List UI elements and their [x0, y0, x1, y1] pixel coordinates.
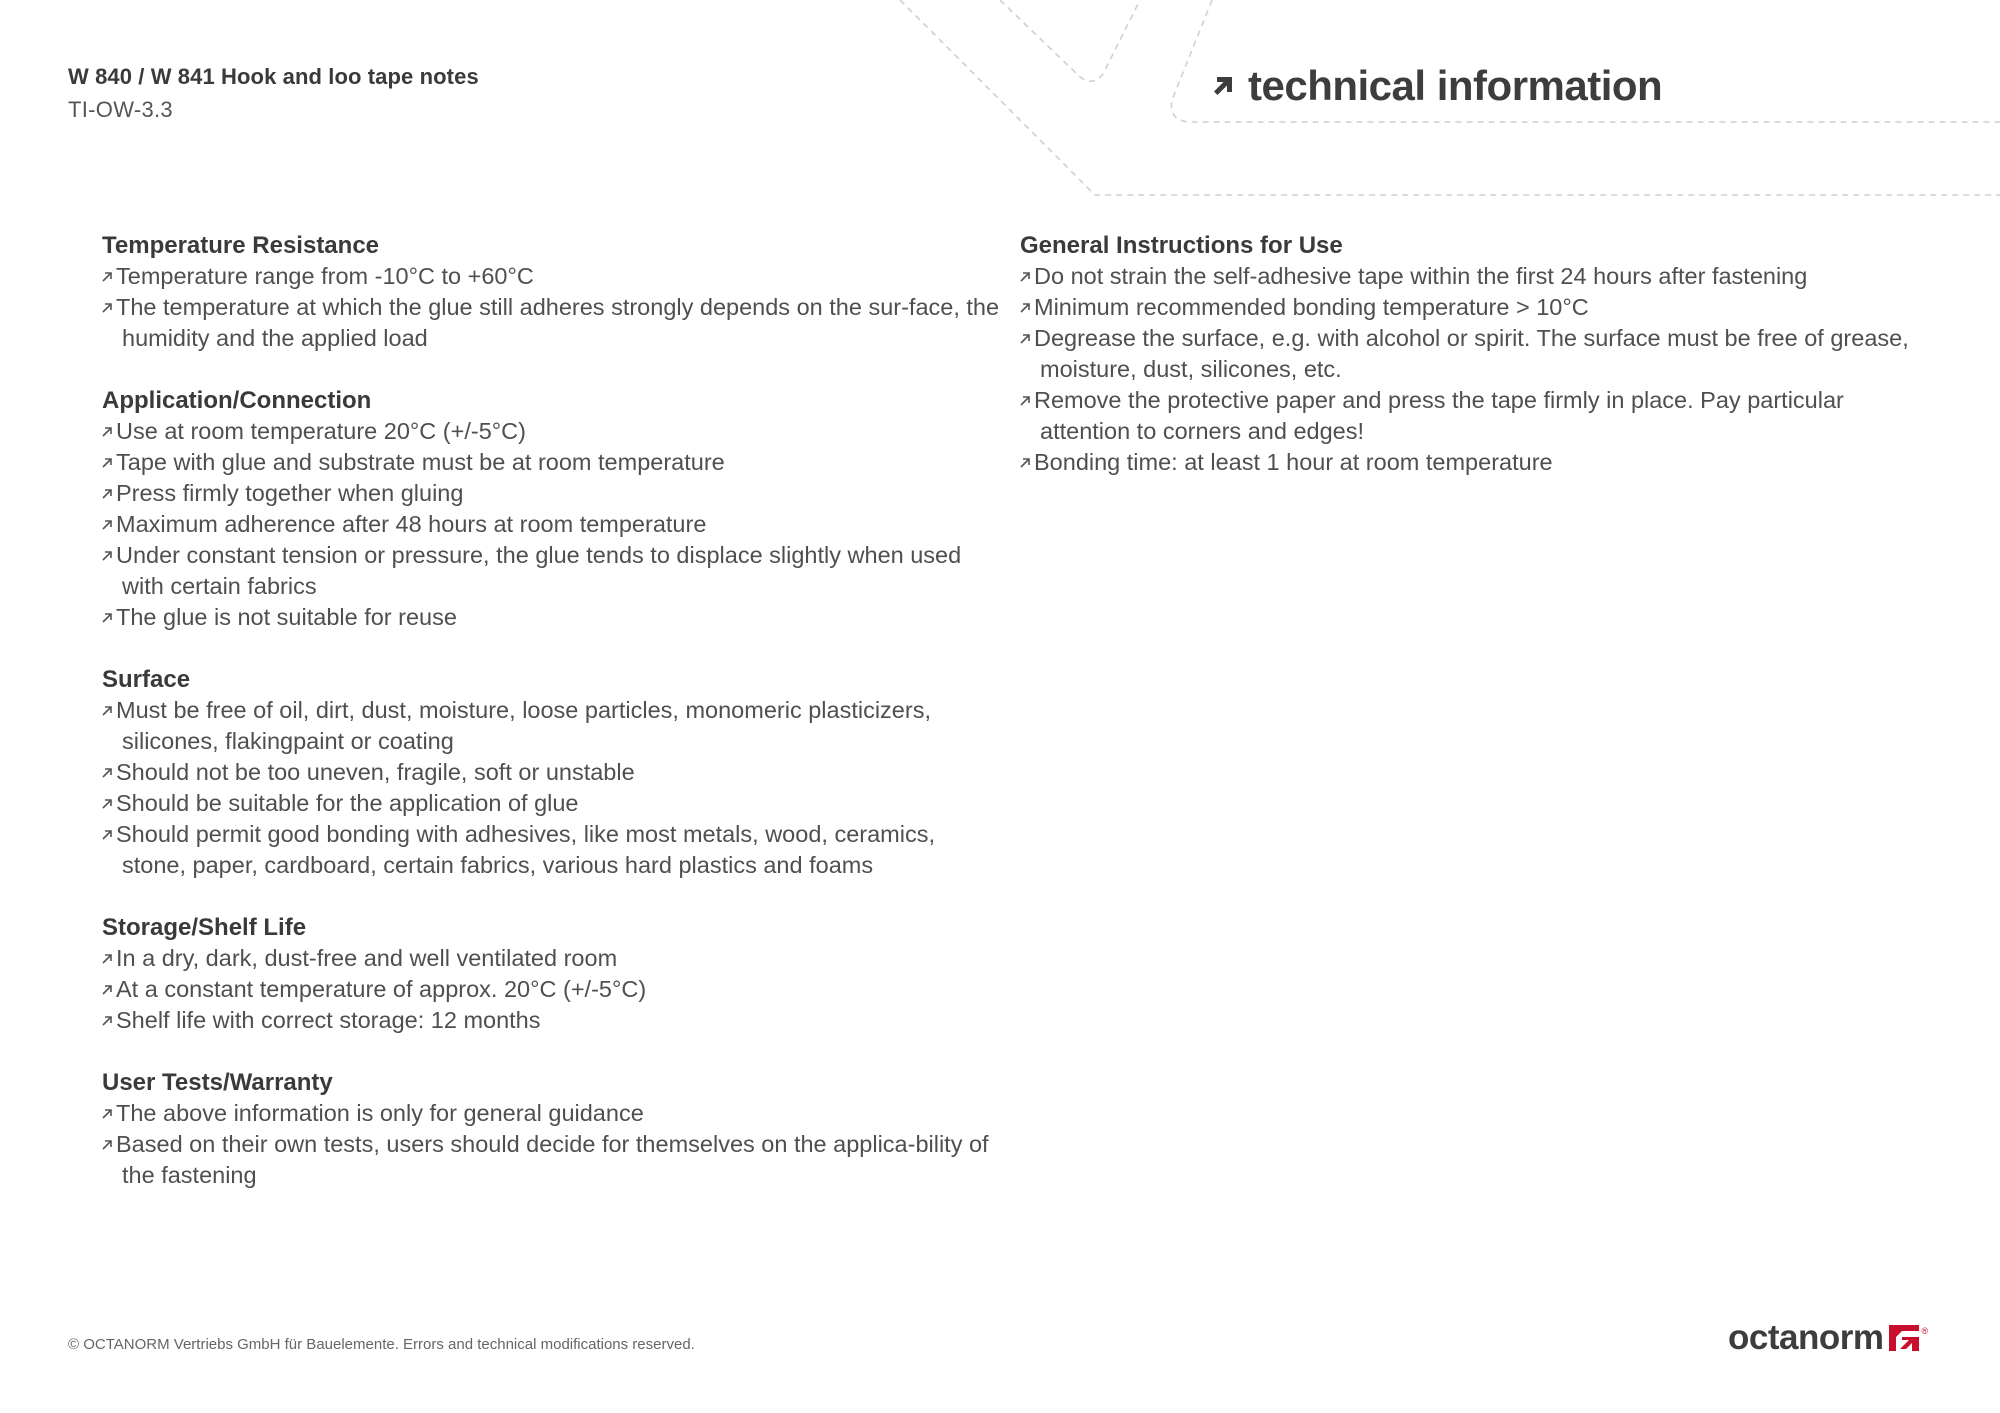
arrow-up-right-icon	[101, 767, 113, 779]
list-item	[102, 974, 1002, 1005]
list-item-text: Shelf life with correct storage: 12 months	[116, 1007, 541, 1033]
bullet-list	[102, 695, 1002, 881]
list-item	[1020, 447, 1920, 478]
bullet-list	[102, 1098, 1002, 1191]
list-item-text: Should permit good bonding with adhesives, like most metals, wood, ceramics, stone, paper, cardboard, certain fabrics, various hard plastics and foams	[116, 821, 935, 878]
registered-mark: ®	[1921, 1326, 1929, 1336]
section	[102, 664, 1002, 881]
octanorm-logo	[1728, 1318, 1928, 1358]
list-item-text: Use at room temperature 20°C (+/-5°C)	[116, 418, 526, 444]
arrow-up-right-icon	[101, 457, 113, 469]
list-item	[1020, 292, 1920, 323]
section	[102, 230, 1002, 354]
list-item	[102, 540, 1002, 602]
section-heading: General Instructions for Use	[1020, 232, 1343, 259]
list-item-text: Degrease the surface, e.g. with alcohol or spirit. The surface must be free of grease, moisture, dust, silicones, etc.	[1034, 325, 1909, 382]
section-heading: Temperature Resistance	[102, 232, 380, 259]
arrow-up-right-icon	[101, 798, 113, 810]
list-item-text: The glue is not suitable for reuse	[116, 604, 457, 630]
section	[1020, 230, 1920, 478]
section-heading: User Tests/Warranty	[102, 1069, 333, 1096]
right-column	[1020, 230, 1920, 509]
arrow-up-right-icon	[101, 705, 113, 717]
list-item-text: Do not strain the self-adhesive tape within the first 24 hours after fastening	[1034, 263, 1808, 289]
arrow-up-right-icon	[1019, 302, 1031, 314]
octanorm-mark-icon	[1889, 1325, 1919, 1351]
document-title: W 840 / W 841 Hook and loo tape notes	[68, 64, 479, 89]
arrow-up-right-icon	[101, 488, 113, 500]
list-item	[102, 695, 1002, 757]
arrow-up-right-icon	[101, 1139, 113, 1151]
list-item	[102, 602, 1002, 633]
arrow-up-right-icon	[101, 550, 113, 562]
arrow-up-right-icon	[101, 519, 113, 531]
list-item	[102, 819, 1002, 881]
section-heading: Surface	[102, 666, 191, 693]
list-item-text: Press firmly together when gluing	[116, 480, 464, 506]
arrow-up-right-icon	[101, 1015, 113, 1027]
arrow-up-right-icon	[101, 612, 113, 624]
list-item	[102, 447, 1002, 478]
list-item	[1020, 385, 1920, 447]
list-item-text: Under constant tension or pressure, the glue tends to displace slightly when used with certain fabrics	[116, 542, 962, 599]
list-item	[1020, 323, 1920, 385]
list-item	[102, 943, 1002, 974]
list-item-text: Tape with glue and substrate must be at room temperature	[116, 449, 725, 475]
list-item-text: In a dry, dark, dust-free and well ventilated room	[116, 945, 618, 971]
list-item-text: Should be suitable for the application of glue	[116, 790, 579, 816]
bullet-list	[102, 261, 1002, 354]
list-item-text: Minimum recommended bonding temperature > 10°C	[1034, 294, 1589, 320]
list-item	[102, 1129, 1002, 1191]
arrow-up-right-icon	[101, 271, 113, 283]
technical-information-heading	[1212, 62, 1662, 110]
arrow-up-right-icon	[1019, 271, 1031, 283]
list-item	[102, 292, 1002, 354]
document-code: TI-OW-3.3	[68, 97, 173, 122]
list-item	[102, 788, 1002, 819]
list-item	[102, 509, 1002, 540]
arrow-up-right-icon	[1019, 395, 1031, 407]
list-item-text: Bonding time: at least 1 hour at room temperature	[1034, 449, 1553, 475]
list-item-text: Remove the protective paper and press the tape firmly in place. Pay particular attention to corners and edges!	[1034, 387, 1844, 444]
section-heading: Application/Connection	[102, 387, 372, 414]
arrow-up-right-icon	[101, 953, 113, 965]
arrow-up-right-icon	[101, 829, 113, 841]
list-item-text: Based on their own tests, users should decide for themselves on the applica-bility of the fastening	[116, 1131, 989, 1188]
list-item-text: The above information is only for general guidance	[116, 1100, 644, 1126]
arrow-up-right-icon	[101, 984, 113, 996]
list-item-text: The temperature at which the glue still adheres strongly depends on the sur-face, the humidity and the applied load	[116, 294, 1000, 351]
list-item-text: Should not be too uneven, fragile, soft or unstable	[116, 759, 635, 785]
bullet-list	[102, 943, 1002, 1036]
bold-arrow-up-right-icon	[1212, 75, 1234, 97]
list-item-text: Temperature range from -10°C to +60°C	[116, 263, 534, 289]
left-column	[102, 230, 1002, 1222]
list-item	[102, 261, 1002, 292]
arrow-up-right-icon	[101, 302, 113, 314]
list-item-text: Maximum adherence after 48 hours at room temperature	[116, 511, 707, 537]
bullet-list	[1020, 261, 1920, 478]
section-heading-text: technical information	[1248, 62, 1663, 109]
logo-wordmark: octanorm	[1728, 1318, 1884, 1357]
list-item	[1020, 261, 1920, 292]
bullet-list	[102, 416, 1002, 633]
list-item	[102, 478, 1002, 509]
section	[102, 912, 1002, 1036]
copyright-notice: © OCTANORM Vertriebs GmbH für Bauelemente. Errors and technical modifications reserved.	[68, 1336, 695, 1353]
arrow-up-right-icon	[1019, 333, 1031, 345]
arrow-up-right-icon	[101, 1108, 113, 1120]
list-item	[102, 416, 1002, 447]
arrow-up-right-icon	[1019, 457, 1031, 469]
section	[102, 385, 1002, 633]
arrow-up-right-icon	[101, 426, 113, 438]
list-item	[102, 1098, 1002, 1129]
section-heading: Storage/Shelf Life	[102, 914, 307, 941]
section	[102, 1067, 1002, 1191]
list-item	[102, 1005, 1002, 1036]
list-item-text: Must be free of oil, dirt, dust, moisture, loose particles, monomeric plasticizers, silicones, flakingpaint or coating	[116, 697, 931, 754]
list-item-text: At a constant temperature of approx. 20°C (+/-5°C)	[116, 976, 647, 1002]
list-item	[102, 757, 1002, 788]
